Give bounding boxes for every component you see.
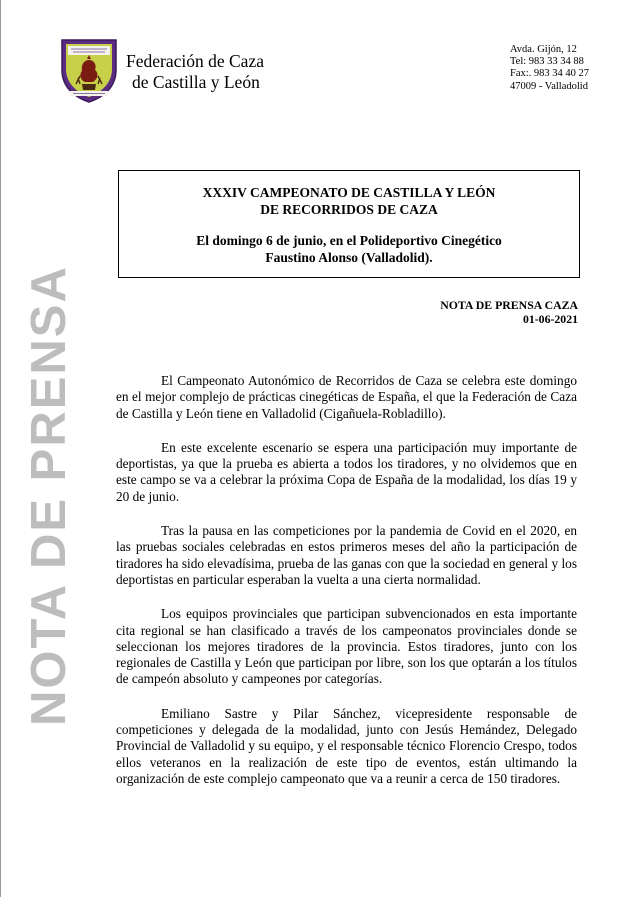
organization-name — [126, 51, 264, 93]
contact-fax: Fax:. 983 34 40 27 — [510, 68, 590, 80]
paragraph-1: El Campeonato Autonómico de Recorridos de Caza se celebra este domingo en el mejor complejo de prácticas cinegéticas de España, el que la Federación de Caza de Castilla y León tiene en Valladolid (Cigañuela-Robladillo). — [116, 373, 577, 421]
title-line-3: El domingo 6 de junio, en el Polideportivo Cinegético — [196, 233, 502, 248]
contact-block — [510, 44, 589, 93]
article-body — [116, 373, 577, 805]
paragraph-3: Tras la pausa en las competiciones por la pandemia de Covid en el 2020, en las pruebas sociales celebradas en estos primeros meses del año la participación de tiradores ha sido elevadísima, prueba de las ganas con que la sociedad en general y los deportistas en particular esperaban la vuelta a una cierta normalidad. — [116, 523, 577, 587]
org-line-1: Federación de Caza — [126, 51, 264, 71]
title-subheading — [119, 233, 579, 266]
paragraph-5: Emiliano Sastre y Pilar Sánchez, vicepresidente responsable de competiciones y delegada de la modalidad, junto con Jesús Hemández, Delegado Provincial de Valladolid y su equipo, y el responsable técnico Florencio Crespo, todos ellos veteranos en la realización de este tipo de eventos, están ultimando la organización de este complejo campeonato que va a reunir a cerca de 150 tiradores. — [116, 705, 577, 786]
contact-city: 47009 - Valladolid — [510, 80, 588, 92]
contact-phone: Tel: 983 33 34 88 — [510, 56, 584, 68]
paragraph-2: En este excelente escenario se espera una participación muy importante de deportistas, ya que la prueba es abierta a todos los tiradores, y no olvidemos que en este campo se va a celebrar la próxima Copa de España de la modalidad, los días 19 y 20 de junio. — [116, 439, 577, 504]
title-line-2: DE RECORRIDOS DE CAZA — [260, 201, 438, 217]
paragraph-4: Los equipos provinciales que participan subvencionados en esta importante cita regional se han clasificado a través de los campeonatos provinciales donde se seleccionan los mejores tiradores de la provincia. Estos tiradores, junto con los regionales de Castilla y León que participan por libre, son los que optarán a los títulos de campeón absoluto y campeones por categorías. — [116, 606, 577, 687]
page-edge — [0, 0, 1, 897]
vertical-press-label: NOTA DE PRENSA — [22, 265, 76, 726]
title-line-4: Faustino Alonso (Valladolid). — [265, 249, 433, 265]
org-line-2: de Castilla y León — [132, 72, 260, 92]
contact-address: Avda. Gijón, 12 — [510, 44, 577, 55]
press-reference — [440, 298, 578, 326]
title-line-1: XXXIV CAMPEONATO DE CASTILLA Y LEÓN — [202, 185, 496, 200]
press-label: NOTA DE PRENSA CAZA — [440, 298, 578, 312]
title-heading — [119, 185, 579, 218]
press-date: 01-06-2021 — [522, 312, 578, 326]
title-box — [118, 170, 580, 278]
federation-logo-icon — [60, 38, 118, 104]
